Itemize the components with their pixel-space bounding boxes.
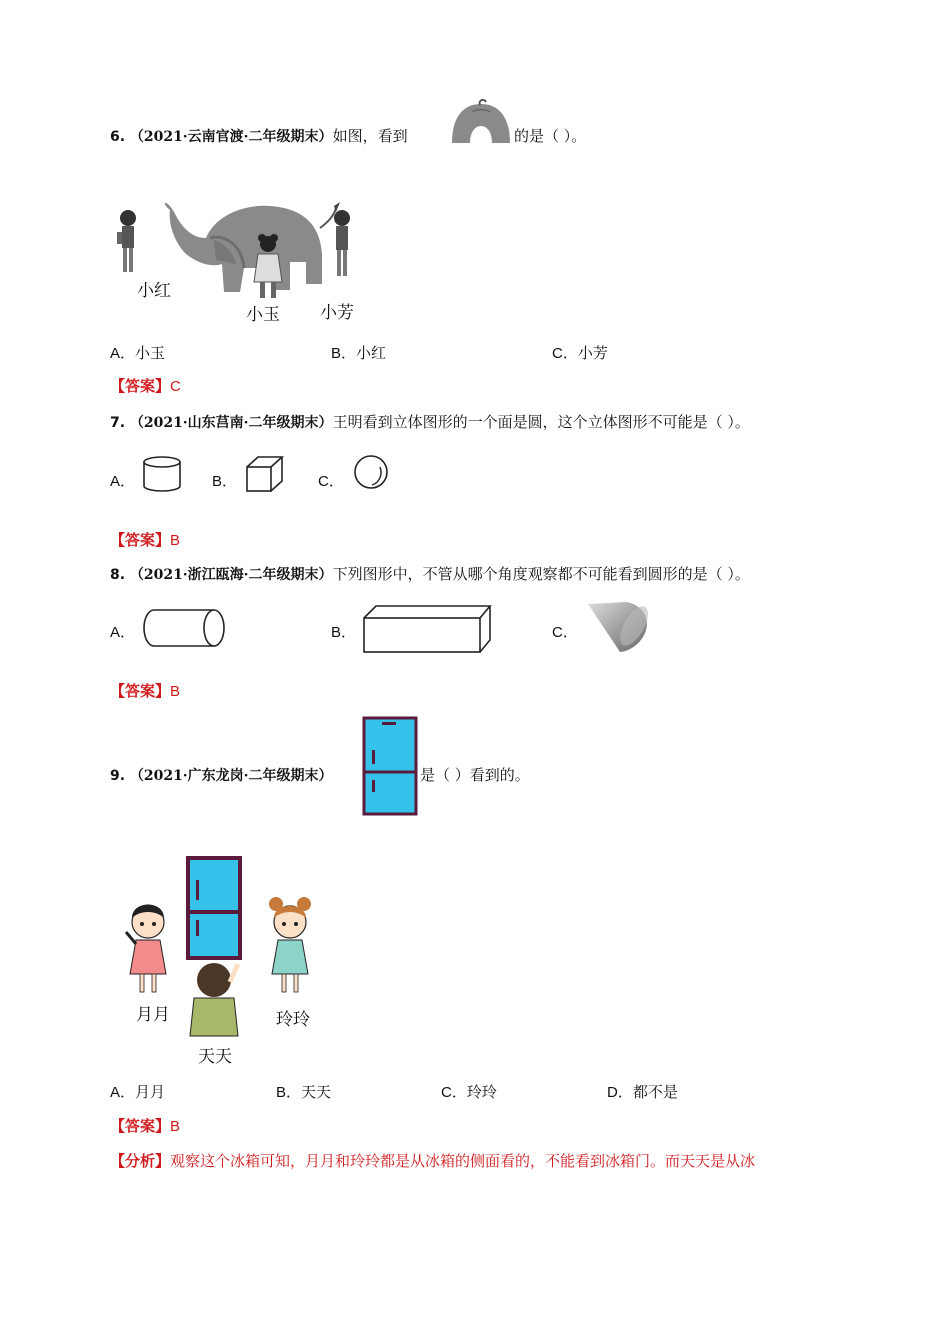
question-source: （2021·云南官渡·二年级期末） [129,129,333,145]
question-9-option-c[interactable]: C．玲玲 [441,1083,497,1101]
question-number: 8. [110,567,126,583]
question-8-option-c[interactable]: C． [552,624,578,641]
question-text: 如图，看到 [332,127,408,145]
cube-icon [244,455,288,493]
cone-icon [584,600,654,658]
figure-label-xiaoyu: 小玉 [246,305,280,325]
question-number: 7. [110,415,126,431]
question-6-stem-end: 的是（ ）。 [514,127,587,145]
horizontal-cylinder-icon [142,606,228,650]
cuboid-icon [362,604,494,654]
girl-xiaofang [334,210,350,276]
question-9-option-d[interactable]: D．都不是 [607,1083,678,1101]
question-6-option-c[interactable]: C．小芳 [552,344,608,362]
question-6-option-a[interactable]: A．小玉 [110,344,166,362]
question-6-stem [110,126,408,147]
question-7-option-c[interactable]: C． [318,473,344,490]
figure-label-tiantian: 天天 [198,1047,232,1067]
girl-lingling [269,897,311,992]
question-7-stem [110,412,750,433]
question-9-stem-end: 是（ ）看到的。 [420,766,530,784]
question-9-answer: 【答案】B [110,1117,181,1135]
question-text: 下列图形中，不管从哪个角度观察都不可能看到圆形的是（ ）。 [332,565,750,583]
fridge [188,858,240,958]
sphere-icon [352,453,392,493]
question-source: （2021·广东龙岗·二年级期末） [129,768,333,784]
question-8-option-a[interactable]: A． [110,624,136,641]
girl-yueyue [126,905,166,993]
question-number: 9. [110,768,126,784]
girl-xiaohong [117,210,136,272]
question-source: （2021·浙江瓯海·二年级期末） [129,567,333,583]
question-number: 6. [110,129,126,145]
elephant-back-icon [450,98,512,144]
cylinder-icon [140,455,184,493]
figure-label-yueyue: 月月 [136,1005,170,1025]
question-6-answer: 【答案】C [110,377,181,395]
question-8-stem [110,564,750,585]
question-7-answer: 【答案】B [110,531,181,549]
elephant-body [165,203,322,292]
figure-label-xiaohong: 小红 [137,281,171,301]
question-9-option-b[interactable]: B．天天 [276,1083,332,1101]
question-9-stem [110,765,333,786]
figure-label-xiaofang: 小芳 [320,303,354,323]
question-text: 王明看到立体图形的一个面是圆，这个立体图形不可能是（ ）。 [332,413,750,431]
fridge-icon [362,716,418,816]
question-6-option-b[interactable]: B．小红 [331,344,387,362]
figure-label-lingling: 玲玲 [276,1010,310,1030]
question-9-analysis: 【分析】观察这个冰箱可知，月月和玲玲都是从冰箱的侧面看的，不能看到冰箱门。而天天是从冰 [110,1152,756,1170]
boy-tiantian [190,963,238,1036]
question-9-option-a[interactable]: A．月月 [110,1083,166,1101]
question-7-option-a[interactable]: A． [110,473,136,490]
question-7-option-b[interactable]: B． [212,473,238,490]
question-source: （2021·山东莒南·二年级期末） [129,415,333,431]
question-8-option-b[interactable]: B． [331,624,357,641]
question-8-answer: 【答案】B [110,682,181,700]
